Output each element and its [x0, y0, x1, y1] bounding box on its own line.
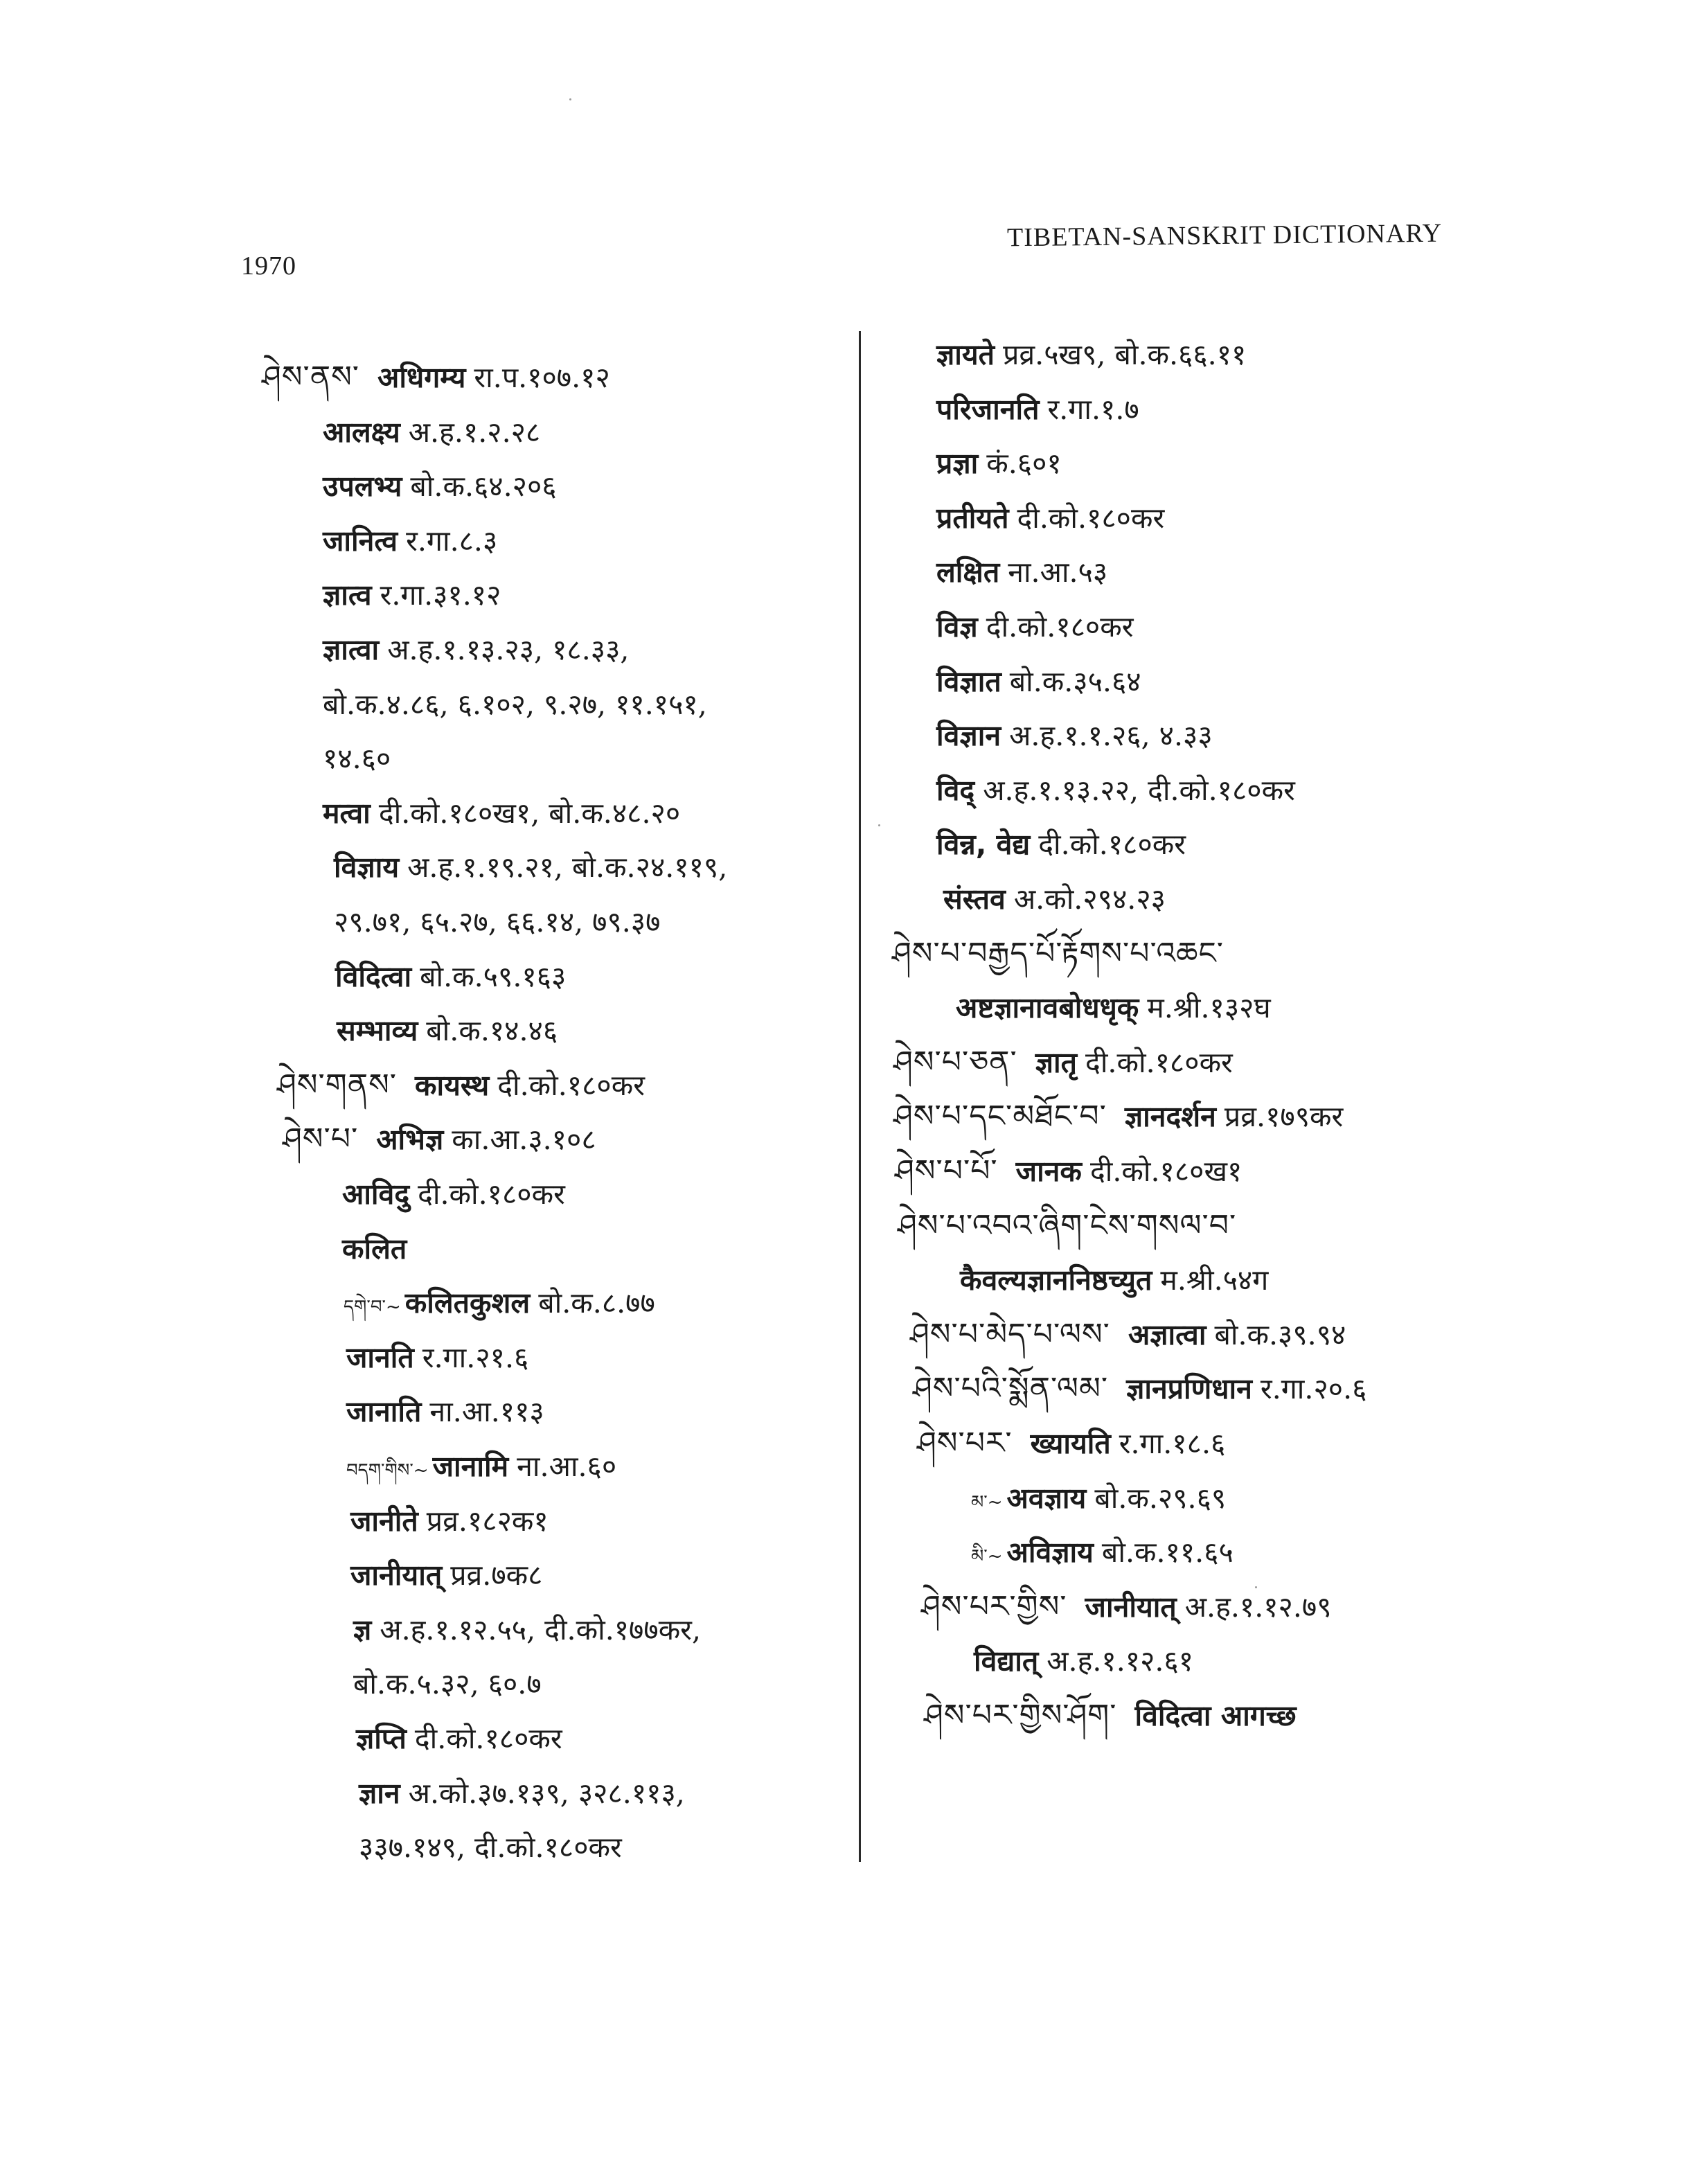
sanskrit-equivalent-line	[346, 1392, 544, 1431]
source-reference: बो.क.५.३२, ६०.७	[353, 1667, 542, 1701]
tibetan-headword: ཤེས་པ་འབའ་ཞིག་ངེས་གསལ་བ་	[898, 1207, 1237, 1243]
sanskrit-equivalent-line	[936, 771, 1295, 810]
source-reference: ना.आ.११३	[429, 1395, 544, 1429]
tibetan-headword: ཤེས་ནས་	[262, 359, 360, 395]
tibetan-headword: ཤེས་པའི་སྨོན་ལམ་	[913, 1371, 1109, 1407]
sanskrit-equivalent-line	[323, 413, 540, 452]
source-reference: ना.आ.५३	[1008, 556, 1108, 589]
source-reference: कं.६०१	[986, 447, 1062, 481]
reference-continuation-line	[334, 903, 660, 941]
sanskrit-equivalent-line	[342, 1175, 565, 1214]
sanskrit-term: कलित	[342, 1232, 407, 1266]
sanskrit-term: विज्ञान	[936, 719, 1001, 753]
sanskrit-equivalent-line	[936, 716, 1213, 755]
sanskrit-term: अभिज्ञ	[376, 1123, 444, 1157]
source-reference: अ.ह.१.१२.५५, दी.को.१७७कर,	[380, 1613, 701, 1646]
tibetan-headword: ཤེས་པ་	[283, 1121, 359, 1157]
sanskrit-equivalent-line	[350, 1556, 542, 1595]
headword-entry	[892, 934, 1242, 973]
headword-entry	[910, 1315, 1346, 1354]
source-reference: रा.प.१०७.१२	[474, 361, 610, 394]
sanskrit-term: विन्न, वेद्य	[936, 828, 1031, 862]
source-reference: दी.को.१८०कर	[1017, 501, 1165, 535]
sanskrit-term: कैवल्यज्ञाननिष्ठच्युत	[960, 1263, 1152, 1297]
sanskrit-term: विद्	[936, 773, 975, 807]
source-reference: बो.क.३९.९४	[1214, 1317, 1346, 1351]
source-reference: र.गा.१.७	[1047, 392, 1139, 426]
sanskrit-term: विदित्वा	[335, 959, 412, 993]
sanskrit-term: जानीयात्	[350, 1559, 443, 1592]
sanskrit-equivalent-line	[323, 630, 629, 669]
sanskrit-equivalent-line	[936, 662, 1141, 701]
sanskrit-equivalent-line	[323, 522, 497, 560]
sanskrit-term: उपलभ्य	[323, 470, 402, 504]
source-reference: बो.क.४.८६, ६.१०२, ९.२७, ११.१५१,	[323, 687, 707, 721]
scan-speck	[1255, 1586, 1257, 1588]
column-divider	[859, 331, 861, 1862]
reference-continuation-line	[359, 1828, 622, 1867]
sanskrit-term: विदित्वा आगच्छ	[1134, 1699, 1297, 1732]
reference-continuation-line	[353, 1664, 542, 1703]
source-reference: दी.को.१८०कर	[1085, 1045, 1233, 1079]
source-reference: दी.को.१८०कर	[1038, 828, 1186, 862]
source-reference: प्रव्र.७क८	[450, 1559, 543, 1592]
source-reference: र.गा.२०.६	[1260, 1372, 1367, 1406]
tibetan-headword: ཤེས་པར་	[917, 1426, 1013, 1461]
headword-entry	[921, 1588, 1332, 1626]
sanskrit-equivalent-line	[359, 1774, 685, 1813]
sanskrit-equivalent-line	[956, 988, 1271, 1027]
source-reference: बो.क.६४.२०६	[410, 470, 557, 504]
sanskrit-equivalent-line	[936, 335, 1246, 374]
tibetan-headword: ཤེས་པ་པོ་	[895, 1153, 998, 1189]
headword-entry	[898, 1207, 1254, 1245]
source-reference: दी.को.१८०ख१	[1089, 1155, 1243, 1188]
headword-entry	[893, 1043, 1233, 1082]
sanskrit-term: अज्ञात्वा	[1128, 1317, 1206, 1351]
tibetan-headword: ཤེས་པར་གྱིས་ཤོག་	[924, 1698, 1117, 1733]
sanskrit-equivalent-line	[356, 1719, 562, 1758]
tibetan-headword: ཤེས་པ་བརྒྱད་པོ་རྟོགས་པ་འཆང་	[892, 935, 1224, 971]
source-reference: अ.को.२९४.२३	[1013, 882, 1166, 916]
headword-entry	[283, 1120, 596, 1159]
reference-continuation-line	[323, 739, 391, 778]
tibetan-phrase-prefix: མ་~	[971, 1491, 1003, 1513]
source-reference: अ.ह.१.१३.२३, १८.३३,	[387, 633, 630, 666]
sanskrit-equivalent-line	[350, 1502, 549, 1541]
sanskrit-term: जानामि	[432, 1450, 509, 1483]
sanskrit-term: जानति	[346, 1340, 414, 1374]
sanskrit-equivalent-line	[337, 1011, 558, 1050]
sanskrit-term: जानीयात्	[1085, 1590, 1177, 1624]
sanskrit-equivalent-line	[353, 1610, 701, 1649]
tibetan-headword: ཤེས་པ་ཅན་	[893, 1044, 1017, 1080]
scan-speck	[569, 98, 571, 100]
sanskrit-term: विद्यात्	[974, 1644, 1039, 1678]
source-reference: का.आ.३.१०८	[452, 1123, 596, 1157]
source-reference: प्रव्र.१७९कर	[1224, 1100, 1344, 1134]
tibetan-phrase-prefix: བདག་གིས་~	[346, 1460, 429, 1481]
sanskrit-term: कलितकुशल	[404, 1286, 531, 1320]
sanskrit-term: अविज्ञाय	[1006, 1536, 1094, 1570]
headword-entry	[277, 1066, 645, 1105]
source-reference: दी.को.१८०ख१, बो.क.४८.२०	[378, 796, 681, 830]
source-reference: ना.आ.६०	[517, 1450, 617, 1483]
sanskrit-term: जानित्व	[323, 524, 398, 558]
source-reference: म.श्री.५४ग	[1160, 1263, 1269, 1297]
source-reference: बो.क.५९.१६३	[420, 959, 567, 993]
sanskrit-term: जानाति	[346, 1395, 422, 1429]
sanskrit-term: विज्ञात	[936, 664, 1001, 698]
sanskrit-equivalent-line	[346, 1338, 528, 1377]
sanskrit-term: जानीते	[350, 1504, 418, 1538]
sanskrit-term: ज्ञप्ति	[356, 1722, 407, 1755]
sanskrit-equivalent-line	[936, 499, 1164, 538]
source-reference: र.गा.२१.६	[422, 1340, 529, 1374]
sanskrit-equivalent-line	[342, 1229, 415, 1268]
source-reference: अ.ह.१.१२.७९	[1184, 1590, 1332, 1624]
source-reference: अ.ह.१.२.२८	[408, 415, 541, 449]
source-reference: दी.को.१८०कर	[414, 1722, 562, 1755]
headword-entry	[924, 1696, 1305, 1735]
sanskrit-equivalent-line	[971, 1479, 1226, 1522]
sanskrit-term: ज्ञ	[353, 1613, 372, 1646]
sanskrit-term: सम्भाव्य	[337, 1014, 418, 1048]
sanskrit-term: ज्ञानप्रणिधान	[1126, 1372, 1252, 1406]
headword-entry	[262, 358, 610, 397]
source-reference: बो.क.८.७७	[538, 1286, 655, 1320]
sanskrit-equivalent-line	[323, 794, 680, 833]
source-reference: र.गा.३१.१२	[380, 578, 501, 612]
sanskrit-equivalent-line	[936, 444, 1062, 483]
sanskrit-term: ज्ञात्व	[323, 578, 372, 612]
sanskrit-term: आलक्ष्य	[323, 415, 400, 449]
sanskrit-term: ज्ञानदर्शन	[1124, 1100, 1216, 1134]
source-reference: दी.को.१८०कर	[418, 1178, 565, 1211]
source-reference: बो.क.११.६५	[1101, 1536, 1234, 1570]
sanskrit-term: जानक	[1015, 1155, 1082, 1188]
sanskrit-equivalent-line	[943, 880, 1166, 918]
source-reference: ३३७.१४९, दी.को.१८०कर	[359, 1831, 622, 1865]
source-reference: बो.क.३५.६४	[1009, 664, 1141, 698]
headword-entry	[895, 1152, 1242, 1191]
sanskrit-term: ज्ञातृ	[1035, 1045, 1078, 1079]
source-reference: प्रव्र.५ख९, बो.क.६६.११	[1003, 338, 1247, 371]
sanskrit-equivalent-line	[974, 1642, 1193, 1680]
sanskrit-term: विज्ञ	[936, 610, 978, 643]
sanskrit-term: अवज्ञाय	[1006, 1481, 1087, 1515]
tibetan-phrase-prefix: མི་~	[971, 1546, 1003, 1568]
headword-entry	[893, 1097, 1343, 1136]
source-reference: म.श्री.१३२घ	[1147, 991, 1271, 1025]
source-reference: बो.क.२९.६९	[1094, 1481, 1227, 1515]
page-number: 1970	[241, 251, 296, 281]
tibetan-headword: ཤེས་པ་མེད་པ་ལས་	[910, 1316, 1110, 1352]
sanskrit-term: आविदु	[342, 1178, 410, 1211]
sanskrit-term: ज्ञात्वा	[323, 633, 380, 666]
sanskrit-term: अष्टज्ञानावबोधधृक्	[956, 991, 1139, 1025]
sanskrit-equivalent-line	[335, 957, 566, 996]
source-reference: अ.ह.१.१३.२२, दी.को.१८०कर	[983, 773, 1295, 807]
running-title: TIBETAN-SANSKRIT DICTIONARY	[1006, 218, 1443, 253]
source-reference: बो.क.१४.४६	[426, 1014, 558, 1048]
sanskrit-equivalent-line	[936, 825, 1186, 864]
headword-entry	[917, 1424, 1225, 1463]
reference-continuation-line	[323, 685, 707, 724]
sanskrit-term: ज्ञायते	[936, 338, 995, 371]
sanskrit-equivalent-line	[936, 390, 1139, 429]
source-reference: १४.६०	[323, 742, 391, 776]
sanskrit-term: कायस्थ	[415, 1068, 490, 1102]
sanskrit-term: विज्ञाय	[334, 851, 400, 885]
source-reference: दी.को.१८०कर	[497, 1068, 645, 1102]
sanskrit-equivalent-line	[971, 1533, 1234, 1576]
tibetan-headword: ཤེས་པར་གྱིས་	[921, 1588, 1067, 1624]
sanskrit-term: प्रतीयते	[936, 501, 1009, 535]
sanskrit-equivalent-line	[936, 607, 1133, 646]
sanskrit-term: ज्ञान	[359, 1776, 400, 1810]
sanskrit-equivalent-line	[323, 576, 501, 614]
sanskrit-term: प्रज्ञा	[936, 447, 979, 481]
sanskrit-term: अधिगम्य	[377, 361, 466, 394]
source-reference: २९.७१, ६५.२७, ६६.१४, ७९.३७	[334, 905, 661, 939]
source-reference: प्रव्र.१८२क१	[426, 1504, 549, 1538]
sanskrit-equivalent-line	[334, 848, 727, 887]
source-reference: अ.ह.१.१९.२१, बो.क.२४.११९,	[407, 851, 728, 885]
tibetan-headword: ཤེས་པ་དང་མཐོང་བ་	[893, 1099, 1107, 1135]
scan-speck	[878, 824, 880, 826]
tibetan-headword: ཤེས་གནས་	[277, 1067, 398, 1103]
source-reference: अ.को.३७.१३९, ३२८.११३,	[408, 1776, 685, 1810]
sanskrit-equivalent-line	[960, 1261, 1268, 1299]
source-reference: र.गा.१८.६	[1119, 1427, 1226, 1460]
sanskrit-equivalent-line	[344, 1284, 655, 1326]
sanskrit-equivalent-line	[346, 1447, 616, 1490]
headword-entry	[913, 1369, 1366, 1408]
tibetan-phrase-prefix: དགེ་བ་~	[344, 1297, 401, 1318]
source-reference: र.गा.८.३	[406, 524, 498, 558]
source-reference: अ.ह.१.१.२६, ४.३३	[1009, 719, 1213, 753]
sanskrit-equivalent-line	[936, 553, 1107, 592]
sanskrit-term: लक्षित	[936, 556, 1000, 589]
sanskrit-equivalent-line	[323, 467, 557, 506]
source-reference: अ.ह.१.१२.६१	[1047, 1644, 1194, 1678]
sanskrit-term: संस्तव	[943, 882, 1006, 916]
source-reference: दी.को.१८०कर	[986, 610, 1134, 643]
sanskrit-term: ख्यायति	[1030, 1427, 1111, 1460]
sanskrit-term: मत्वा	[323, 796, 371, 830]
sanskrit-term: परिजानति	[936, 392, 1040, 426]
